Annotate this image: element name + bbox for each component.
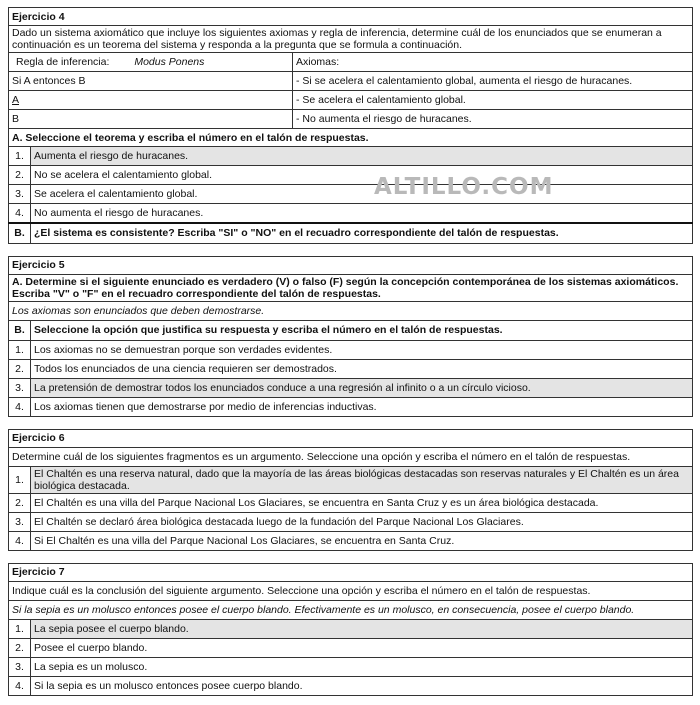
- axioms-label: Axiomas:: [293, 53, 693, 72]
- exercise-7-option-3: La sepia es un molusco.: [31, 657, 693, 676]
- axiom-2: - Se acelera el calentamiento global.: [293, 91, 693, 110]
- option-number: 4.: [9, 397, 31, 416]
- rule-of-inference: [9, 53, 293, 72]
- option-number: 2.: [9, 638, 31, 657]
- exercise-6-option-2: El Chaltén es una villa del Parque Nacional Los Glaciares, se encuentra en Santa Cruz y es un área biológica destacada.: [31, 493, 693, 512]
- rule-value: Modus Ponens: [134, 56, 205, 68]
- axiom-3: - No aumenta el riesgo de huracanes.: [293, 110, 693, 129]
- exercise-4-option-3: Se acelera el calentamiento global.: [31, 185, 693, 204]
- option-number: 3.: [9, 512, 31, 531]
- exercise-7-option-1: La sepia posee el cuerpo blando.: [31, 619, 693, 638]
- watermark: ALTILLO.COM: [374, 174, 554, 200]
- exercise-4-option-1: Aumenta el riesgo de huracanes.: [31, 147, 693, 166]
- part-b-letter: B.: [9, 223, 31, 243]
- exercise-4-option-4: No aumenta el riesgo de huracanes.: [31, 204, 693, 224]
- option-number: 2.: [9, 166, 31, 185]
- option-number: 2.: [9, 493, 31, 512]
- exercise-6-intro: Determine cuál de los siguientes fragmentos es un argumento. Seleccione una opción y escriba el número en el talón de respuestas.: [9, 447, 693, 466]
- option-number: 4.: [9, 531, 31, 550]
- exercise-4-option-2: No se acelera el calentamiento global.: [31, 166, 693, 185]
- exercise-5-option-1: Los axiomas no se demuestran porque son verdades evidentes.: [31, 340, 693, 359]
- rule-label: Regla de inferencia:: [16, 56, 110, 68]
- exercise-6: [8, 429, 693, 551]
- exercise-4-intro: Dado un sistema axiomático que incluye los siguientes axiomas y regla de inferencia, determine cuál de los enunciados que se enumeran a continuación es un teorema del sistema y responda a la pregunta que se formula a continuación.: [9, 26, 693, 53]
- exercise-5-statement: Los axiomas son enunciados que deben demostrarse.: [9, 301, 693, 320]
- formula-1: Si A entonces B: [9, 72, 293, 91]
- exercise-4-title: Ejercicio 4: [9, 8, 693, 26]
- exercise-7-argument: Si la sepia es un molusco entonces posee el cuerpo blando. Efectivamente es un molusco, en consecuencia, posee el cuerpo blando.: [9, 600, 693, 619]
- option-number: 1.: [9, 466, 31, 493]
- exercise-5-option-4: Los axiomas tienen que demostrarse por medio de inferencias inductivas.: [31, 397, 693, 416]
- exercise-6-title: Ejercicio 6: [9, 429, 693, 447]
- axiom-1: - Si se acelera el calentamiento global, aumenta el riesgo de huracanes.: [293, 72, 693, 91]
- exercise-5-part-b: Seleccione la opción que justifica su respuesta y escriba el número en el talón de respuestas.: [31, 320, 693, 340]
- option-number: 3.: [9, 378, 31, 397]
- exercise-7-intro: Indique cuál es la conclusión del siguiente argumento. Seleccione una opción y escriba el número en el talón de respuestas.: [9, 581, 693, 600]
- option-number: 1.: [9, 619, 31, 638]
- exercise-6-option-1: El Chaltén es una reserva natural, dado que la mayoría de las áreas biológicas destacadas son reservas naturales y El Chaltén es un área biológica destacada.: [31, 466, 693, 493]
- option-number: 3.: [9, 185, 31, 204]
- exercise-7-title: Ejercicio 7: [9, 563, 693, 581]
- exercise-7-option-2: Posee el cuerpo blando.: [31, 638, 693, 657]
- formula-2: A: [9, 91, 293, 110]
- exercise-4: [8, 7, 693, 244]
- exercise-7-option-4: Si la sepia es un molusco entonces posee cuerpo blando.: [31, 676, 693, 695]
- option-number: 4.: [9, 204, 31, 224]
- exercise-4-part-b: ¿El sistema es consistente? Escriba "SI" o "NO" en el recuadro correspondiente del talón de respuestas.: [31, 223, 693, 243]
- exercise-5-option-2: Todos los enunciados de una ciencia requieren ser demostrados.: [31, 359, 693, 378]
- option-number: 4.: [9, 676, 31, 695]
- option-number: 3.: [9, 657, 31, 676]
- formula-3: B: [9, 110, 293, 129]
- exercise-7: [8, 563, 693, 696]
- exercise-5: [8, 256, 693, 417]
- exercise-4-part-a: A. Seleccione el teorema y escriba el número en el talón de respuestas.: [9, 129, 693, 147]
- exercise-5-title: Ejercicio 5: [9, 256, 693, 274]
- part-b-letter: B.: [9, 320, 31, 340]
- option-number: 1.: [9, 147, 31, 166]
- exercise-5-option-3: La pretensión de demostrar todos los enunciados conduce a una regresión al infinito o a un círculo vicioso.: [31, 378, 693, 397]
- exercise-6-option-4: Si El Chaltén es una villa del Parque Nacional Los Glaciares, se encuentra en Santa Cruz.: [31, 531, 693, 550]
- exercise-6-option-3: El Chaltén se declaró área biológica destacada luego de la fundación del Parque Nacional Los Glaciares.: [31, 512, 693, 531]
- exercise-5-part-a: A. Determine si el siguiente enunciado es verdadero (V) o falso (F) según la concepción contemporánea de los sistemas axiomáticos. Escriba "V" o "F" en el recuadro correspondiente del talón de respuestas.: [9, 274, 693, 301]
- exam-page: [8, 7, 692, 696]
- option-number: 2.: [9, 359, 31, 378]
- option-number: 1.: [9, 340, 31, 359]
